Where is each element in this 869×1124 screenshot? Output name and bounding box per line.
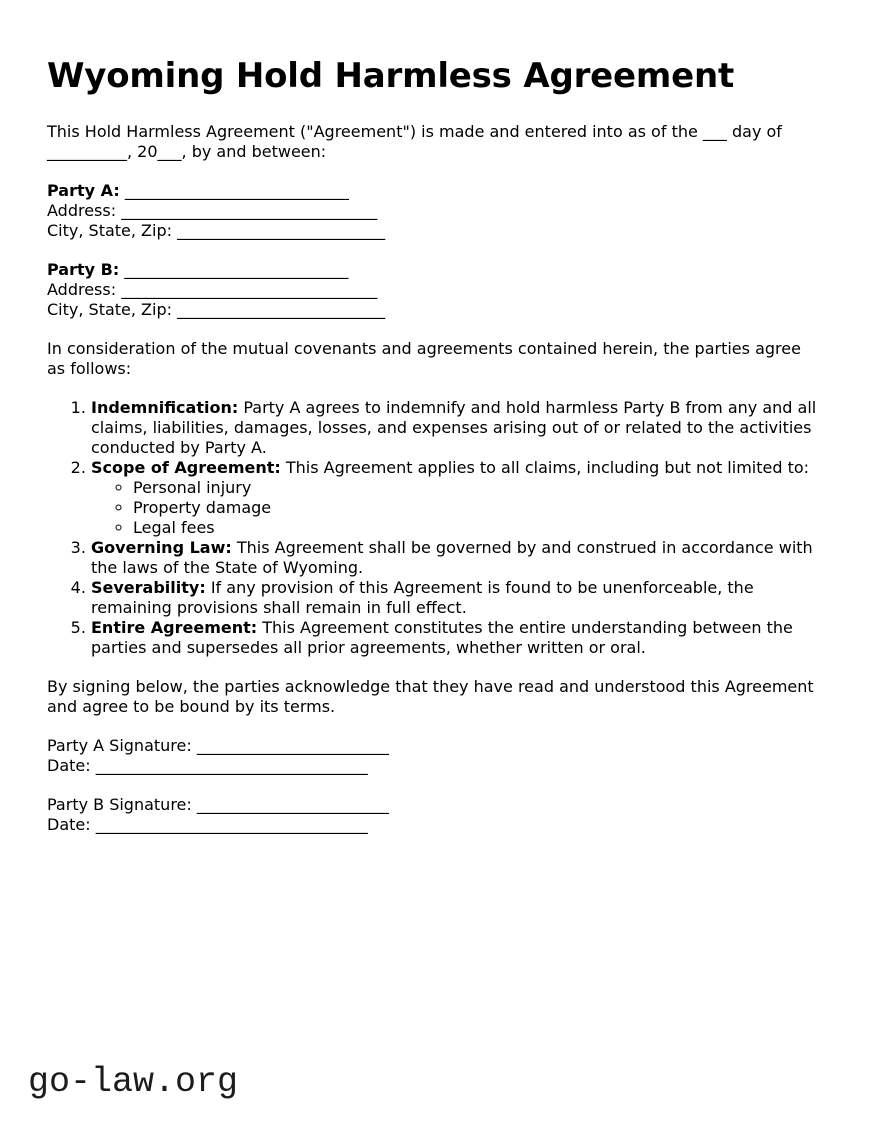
clause-indemnification-label: Indemnification: — [91, 398, 239, 417]
party-a-date-blank: __________________________________ — [95, 756, 368, 775]
party-b-date-label: Date: — [47, 815, 91, 834]
party-a-date-label: Date: — [47, 756, 91, 775]
clause-governing-law-label: Governing Law: — [91, 538, 232, 557]
party-b-date-line — [47, 815, 821, 835]
party-b-label: Party B: — [47, 260, 120, 279]
party-a-block — [47, 181, 821, 241]
party-b-name-line — [47, 260, 821, 280]
party-a-city-line — [47, 221, 821, 241]
clause-severability — [91, 578, 821, 618]
scope-item-legal-fees: ◦ Legal fees — [133, 518, 821, 538]
clause-scope — [91, 458, 821, 538]
site-footer: go-law.org — [28, 1062, 239, 1102]
party-b-signature-line — [47, 795, 821, 815]
party-b-name-blank: ____________________________ — [124, 260, 349, 279]
clause-governing-law — [91, 538, 821, 578]
clause-indemnification-text: Party A agrees to indemnify and hold harmless Party B from any and all claims, liabilities, damages, losses, and expenses arising out of or related to the activities conducted by Party A. — [91, 398, 817, 457]
party-b-city-blank: __________________________ — [177, 300, 386, 319]
party-a-city-label: City, State, Zip: — [47, 221, 173, 240]
clause-severability-label: Severability: — [91, 578, 206, 597]
clause-entire-agreement — [91, 618, 821, 658]
party-a-address-label: Address: — [47, 201, 117, 220]
party-a-city-blank: __________________________ — [177, 221, 386, 240]
party-a-label: Party A: — [47, 181, 120, 200]
party-b-signature-blank: ________________________ — [196, 795, 389, 814]
party-a-date-line — [47, 756, 821, 776]
party-b-city-line — [47, 300, 821, 320]
scope-item-personal-injury: ◦ Personal injury — [133, 478, 821, 498]
party-b-date-blank: __________________________________ — [95, 815, 368, 834]
clause-severability-text: If any provision of this Agreement is found to be unenforceable, the remaining provisions shall remain in full effect. — [91, 578, 754, 617]
closing-paragraph: By signing below, the parties acknowledge that they have read and understood this Agreement and agree to be bound by its terms. — [47, 677, 814, 716]
clause-indemnification — [91, 398, 821, 458]
clause-scope-label: Scope of Agreement: — [91, 458, 281, 477]
party-a-signature-line — [47, 736, 821, 756]
scope-item-property-damage: ◦ Property damage — [133, 498, 821, 518]
intro-paragraph: This Hold Harmless Agreement ("Agreement") is made and entered into as of the ___ day of __________, 20___, by and between: — [47, 122, 782, 161]
party-b-city-label: City, State, Zip: — [47, 300, 173, 319]
clause-entire-agreement-label: Entire Agreement: — [91, 618, 258, 637]
document-title: Wyoming Hold Harmless Agreement — [47, 56, 735, 96]
party-a-signature-block — [47, 736, 821, 776]
party-b-address-blank: ________________________________ — [121, 280, 378, 299]
clause-scope-text: This Agreement applies to all claims, including but not limited to: — [285, 458, 810, 477]
party-b-block — [47, 260, 821, 320]
party-b-signature-label: Party B Signature: — [47, 795, 192, 814]
party-b-address-label: Address: — [47, 280, 117, 299]
party-a-address-blank: ________________________________ — [121, 201, 378, 220]
party-b-signature-block — [47, 795, 821, 835]
clause-entire-agreement-text: This Agreement constitutes the entire understanding between the parties and supersedes all prior agreements, whether written or oral. — [91, 618, 793, 657]
clause-governing-law-text: This Agreement shall be governed by and construed in accordance with the laws of the State of Wyoming. — [91, 538, 813, 577]
scope-sub-list — [91, 478, 821, 538]
party-a-signature-label: Party A Signature: — [47, 736, 192, 755]
consideration-paragraph: In consideration of the mutual covenants and agreements contained herein, the parties agree as follows: — [47, 339, 801, 378]
party-a-address-line — [47, 201, 821, 221]
party-a-name-line — [47, 181, 821, 201]
party-b-address-line — [47, 280, 821, 300]
clauses-list — [47, 398, 821, 658]
party-a-name-blank: ____________________________ — [124, 181, 349, 200]
party-a-signature-blank: ________________________ — [196, 736, 389, 755]
